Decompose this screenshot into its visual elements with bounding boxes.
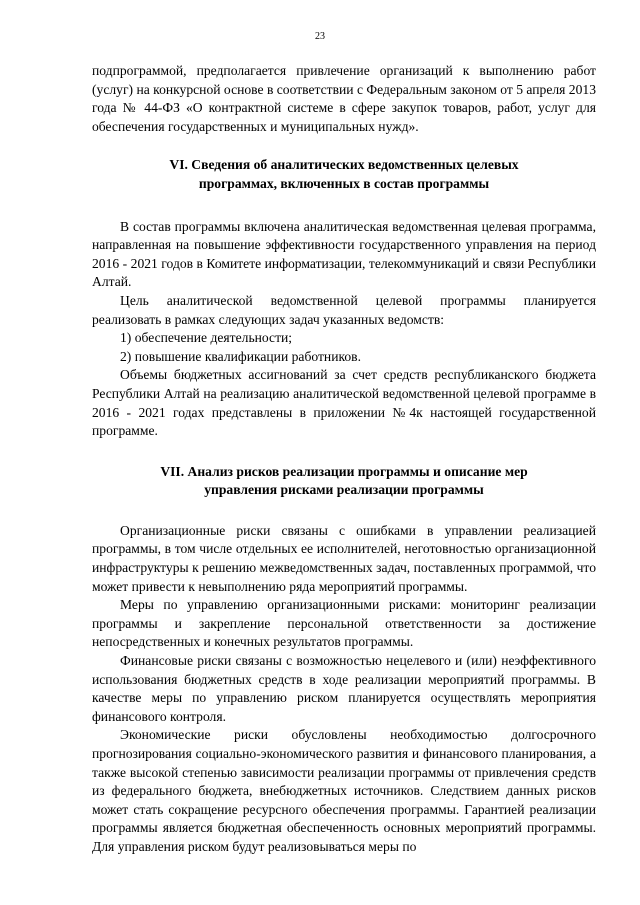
section-6-list-item: 2) повышение квалификации работников. <box>120 348 362 364</box>
section-6-heading <box>92 156 596 193</box>
section-6-list-item: 1) обеспечение деятельности; <box>120 330 293 346</box>
section-7-paragraph: Экономические риски обусловлены необходимостью долгосрочного прогнозирования социально-экономического развития и финансового планирования, а также высокой степенью зависимости реализации программы от привлечения средств из федерального бюджета, внебюджетных источников. Следствием данных рисков может стать сокращение ресурсного обеспечения программы. Гарантией реализации программы является бюджетная обеспеченность основных мероприятий программы. Для управления риском будут реализовываться меры по <box>92 727 596 854</box>
section-7-paragraph: Организационные риски связаны с ошибками в управлении реализацией программы, в том числе отдельных ее исполнителей, неготовностью организационной инфраструктуры к решению межведомственных задач, поставленных программой, что может привести к невыполнению ряда мероприятий программы. <box>92 522 596 594</box>
section-7-paragraph: Финансовые риски связаны с возможностью нецелевого и (или) неэффективного использования бюджетных средств в ходе реализации мероприятий программы. В качестве меры по управлению риском планируется осуществлять мероприятия финансового контроля. <box>92 653 596 724</box>
section-6-heading-line1: VI. Сведения об аналитических ведомственных целевых <box>169 157 519 173</box>
page-content <box>92 62 596 857</box>
section-7-heading-line1: VII. Анализ рисков реализации программы и описание мер <box>160 463 528 479</box>
section-7-paragraph: Меры по управлению организационными рисками: мониторинг реализации программы и закрепление персональной ответственности за достижение непосредственных и конечных результатов программы. <box>92 597 596 650</box>
section-6-paragraph: В состав программы включена аналитическая ведомственная целевая программа, направленная на повышение эффективности государственного управления на период 2016 - 2021 годов в Комитете информатизации, телекоммуникаций и связи Республики Алтай. <box>92 218 596 290</box>
section-6-heading-line2: программах, включенных в состав программы <box>198 175 490 191</box>
section-7-heading-line2: управления рисками реализации программы <box>204 482 484 498</box>
section-6-paragraph: Объемы бюджетных ассигнований за счет средств республиканского бюджета Республики Алтай на реализацию аналитической ведомственной целевой программе в 2016 - 2021 годах представлены в приложении №4к настоящей государственной программе. <box>92 367 596 439</box>
intro-paragraph: подпрограммой, предполагается привлечение организаций к выполнению работ (услуг) на конкурсной основе в соответствии с Федеральным законом от 5 апреля 2013 года № 44-ФЗ «О контрактной системе в сфере закупок товаров, работ, услуг для обеспечения государственных и муниципальных нужд». <box>92 63 596 134</box>
page-number: 23 <box>315 31 325 42</box>
section-6-paragraph: Цель аналитической ведомственной целевой программы планируется реализовать в рамках следующих задач указанных ведомств: <box>92 292 596 327</box>
section-7-heading <box>92 463 596 500</box>
